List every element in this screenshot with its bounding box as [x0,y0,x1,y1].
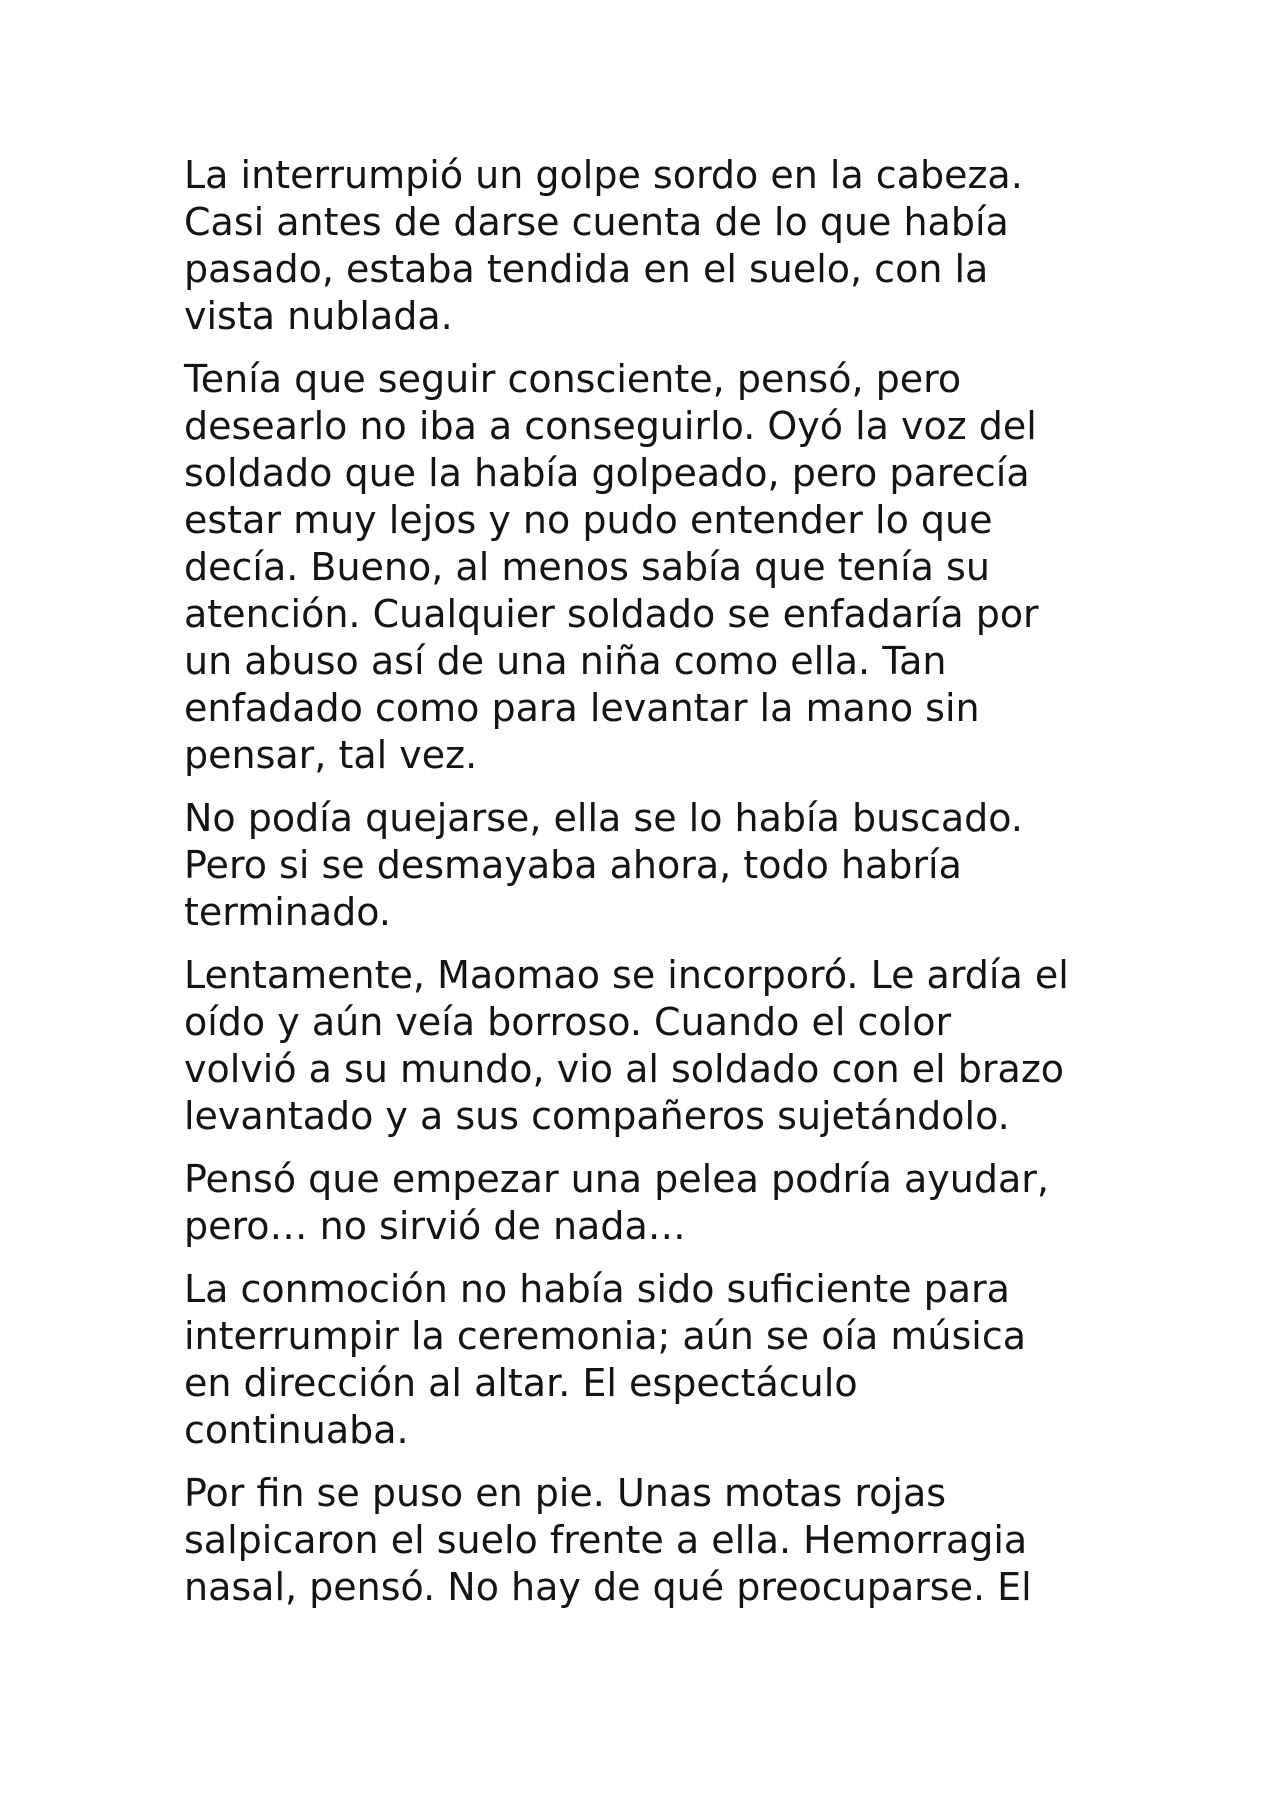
paragraph-1 [184,152,1124,340]
text-line: pensar, tal vez. [184,733,478,777]
paragraph-4 [184,952,1124,1140]
paragraph-3 [184,795,1124,936]
text-line: en dirección al altar. El espectáculo [184,1361,858,1405]
text-line: estar muy lejos y no pudo entender lo que [184,498,993,542]
text-line: No podía quejarse, ella se lo había buscado. [184,796,1023,840]
text-line: un abuso así de una niña como ella. Tan [184,639,947,683]
text-line: Por fin se puso en pie. Unas motas rojas [184,1471,947,1515]
paragraph-7 [184,1470,1124,1611]
text-line: pasado, estaba tendida en el suelo, con la [184,247,989,291]
text-line: nasal, pensó. No hay de qué preocuparse. El [184,1565,1032,1609]
document-page [184,152,1124,1627]
paragraph-2 [184,356,1124,779]
text-line: volvió a su mundo, vio al soldado con el brazo [184,1047,1065,1091]
text-line: Pensó que empezar una pelea podría ayudar, [184,1157,1049,1201]
text-line: vista nublada. [184,294,453,338]
text-line: Tenía que seguir consciente, pensó, pero [184,357,962,401]
text-line: Casi antes de darse cuenta de lo que había [184,200,1009,244]
text-line: Pero si se desmayaba ahora, todo habría [184,843,962,887]
text-line: desearlo no iba a conseguirlo. Oyó la voz del [184,404,1037,448]
text-line: terminado. [184,890,391,934]
text-line: La interrumpió un golpe sordo en la cabeza. [184,153,1023,197]
text-line: salpicaron el suelo frente a ella. Hemorragia [184,1518,1028,1562]
text-line: levantado y a sus compañeros sujetándolo. [184,1094,1010,1138]
text-line: interrumpir la ceremonia; aún se oía música [184,1314,1027,1358]
text-line: La conmoción no había sido suficiente para [184,1267,1010,1311]
text-line: atención. Cualquier soldado se enfadaría por [184,592,1039,636]
text-line: oído y aún veía borroso. Cuando el color [184,1000,952,1044]
text-line: pero… no sirvió de nada… [184,1204,686,1248]
paragraph-6 [184,1266,1124,1454]
text-line: soldado que la había golpeado, pero parecía [184,451,1030,495]
text-line: decía. Bueno, al menos sabía que tenía su [184,545,990,589]
text-line: enfadado como para levantar la mano sin [184,686,980,730]
text-line: Lentamente, Maomao se incorporó. Le ardía el [184,953,1069,997]
paragraph-5 [184,1156,1124,1250]
text-line: continuaba. [184,1408,409,1452]
